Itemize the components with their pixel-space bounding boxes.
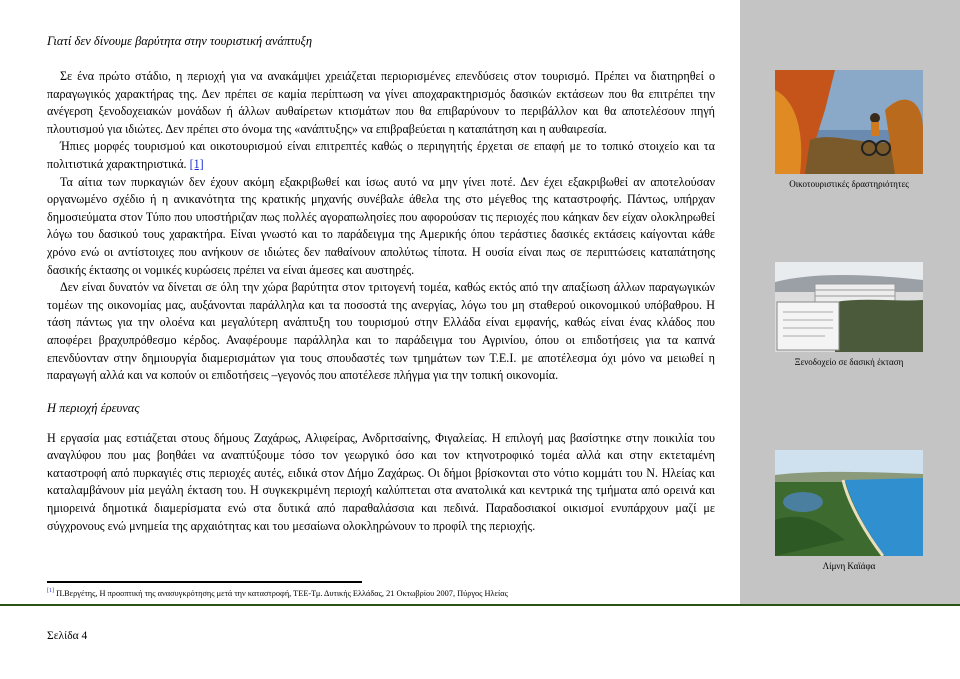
- footnote-mark[interactable]: [1]: [47, 588, 54, 594]
- paragraph-4: Δεν είναι δυνατόν να δίνεται σε όλη την χώρα βαρύτητα στον τριτογενή τομέα, καθώς εκτός από την απαξίωση άλλων παραγωγικών τομέων της οικονομίας μας, αυξάνονται παράλληλα και τα ποσοστά της ανεργίας, λόγω του μη σταθερού οικονομικού υπόβαθρου. Η τάση πάντως για την ολοένα και μεγαλύτερη ανάπτυξη του τουρισμού στην Ελλάδα είναι εμφανής, καθώς είναι ένας κλάδος που αποφέρει βραχυπρόθεσμο κέρδος. Αναφέρουμε παράλληλα και το παράδειγμα του Αγρινίου, όπου οι επιδοτήσεις για τα καπνά επενδύονταν στην δημιουργία διαμερισμάτων για τους σπουδαστές των τμημάτων των Τ.Ε.Ι. με αποτέλεσμα όχι μόνο να μειωθεί η παραγωγή αλλά και να κοπούν οι επιδοτήσεις –γεγονός που αποτέλεσε πλήγμα για την τοπική οικονομία.: [47, 280, 715, 383]
- section-heading-study-area: Η περιοχή έρευνας: [47, 400, 140, 415]
- caption-lake: Λίμνη Καϊάφα: [822, 561, 876, 571]
- paragraph-5: Η εργασία μας εστιάζεται στους δήμους Ζαχάρως, Αλιφείρας, Ανδριτσαίνης, Φιγαλείας. Η επιλογή μας βασίστηκε στην ποικιλία του αναγλύφου που μας βοηθάει να αναπτύξουμε τόσο τον γεωργικό όσο και τον κτηνοτροφικό τομέα αλλά και στην εκτεταμένη καταστροφή από πυρκαγιές στις περιοχές αυτές, ειδικά στον Δήμο Ζαχάρως. Οι δήμοι βρίσκονται στο νότιο κομμάτι του Ν. Ηλείας και καταλαμβάνουν μία μεγάλη έκταση του. Η συγκεκριμένη περιοχή καλύπτεται στα ανατολικά και κεντρικά της τμήματα από ορεινά και ημιορεινά δημοτικά διαμερίσματα ενώ στα δυτικά από παραθαλάσσια και πεδινά. Παραδοσιακοί οικισμοί ενυπάρχουν μαζί με σύγχρονους ενώ μνημεία της αρχαιότητας και του μεσαίωνα ολοκληρώνουν το προφίλ της περιοχής.: [47, 430, 715, 533]
- section-heading-tourism: Γιατί δεν δίνουμε βαρύτητα στην τουριστική ανάπτυξη: [47, 34, 313, 48]
- footnote: [47, 588, 508, 598]
- footnote-separator: [47, 581, 362, 583]
- paragraph-1: Σε ένα πρώτο στάδιο, η περιοχή για να ανακάμψει χρειάζεται περιορισμένες επενδύσεις στον τουρισμό. Πρέπει να διατηρηθεί ο παραγωγικός χαρακτήρας της. Δεν πρέπει σε καμία περίπτωση να γίνει αποχαρακτηρισμός δασικών εκτάσεων που θα επιτρέπει την ανέγερση ξενοδοχειακών μονάδων ή άλλων αυθαίρετων κτισμάτων που θα επιβαρύνουν το περιβάλλον και θα αποτελέσουν πηγή πλουτισμού για ιδιώτες. Δεν πρέπει στο όνομα της «ανάπτυξης» να επιβραβεύεται η καταπάτηση και η αυθαιρεσία.: [47, 69, 715, 136]
- lake-photo: [775, 450, 923, 556]
- footnote-text: Π.Βεργέτης, Η προοπτική της ανασυγκρότησης μετά την καταστροφή, ΤΕΕ-Τμ. Δυτικής Ελλάδας, 21 Οκτωβρίου 2007, Πύργος Ηλείας: [54, 588, 508, 598]
- ecotourism-photo: [775, 70, 923, 174]
- figure-ecotourism: [775, 70, 923, 189]
- page-number: Σελίδα 4: [47, 630, 88, 642]
- footer-area: [0, 606, 960, 679]
- caption-ecotourism: Οικοτουριστικές δραστηριότητες: [789, 179, 909, 189]
- main-text: [47, 34, 715, 535]
- paragraph-2: [47, 138, 715, 173]
- paragraph-3: Τα αίτια των πυρκαγιών δεν έχουν ακόμη εξακριβωθεί και ίσως αυτό να μην γίνει ποτέ. Δεν έχει εξακριβωθεί αν αποτελούσαν οργανωμένο σχέδιο ή η ανικανότητα της κρατικής μηχανής συνέβαλε άθελα της στο μέγεθος της καταστροφής. Πάντως, υπήρχαν δημοσιεύματα στον Τύπο που υποστήριζαν πως πολλές αγοραπωλησίες που αφορούσαν τις περιοχές που κάηκαν δεν είχαν ολοκληρωθεί λόγω του δασικού τους χαρακτήρα. Είναι γνωστό και το παράδειγμα της Αμερικής όπου τεράστιες δασικές εκτάσεις καίγονται κάθε χρόνο ενώ οι αντίστοιχες που ανήκουν σε ιδιώτες δεν παθαίνουν απολύτως τίποτα. Η ουσία είναι πως σε περιπτώσεις καταπάτησης δασικής έκτασης οι νομικές κυρώσεις πρέπει να είναι άμεσες και αυστηρές.: [47, 174, 715, 277]
- footnote-ref-link[interactable]: [1]: [189, 156, 204, 171]
- caption-hotel: Ξενοδοχείο σε δασική έκταση: [794, 357, 904, 367]
- figure-lake: [775, 450, 923, 571]
- figure-hotel: [775, 262, 923, 367]
- hotel-photo: [775, 262, 923, 352]
- paragraph-2-text: Ήπιες μορφές τουρισμού και οικοτουρισμού είναι επιτρεπτές καθώς ο περιηγητής έρχεται σε επαφή με το τοπικό στοιχείο και τα πολιτιστικά χαρακτηριστικά.: [47, 139, 715, 171]
